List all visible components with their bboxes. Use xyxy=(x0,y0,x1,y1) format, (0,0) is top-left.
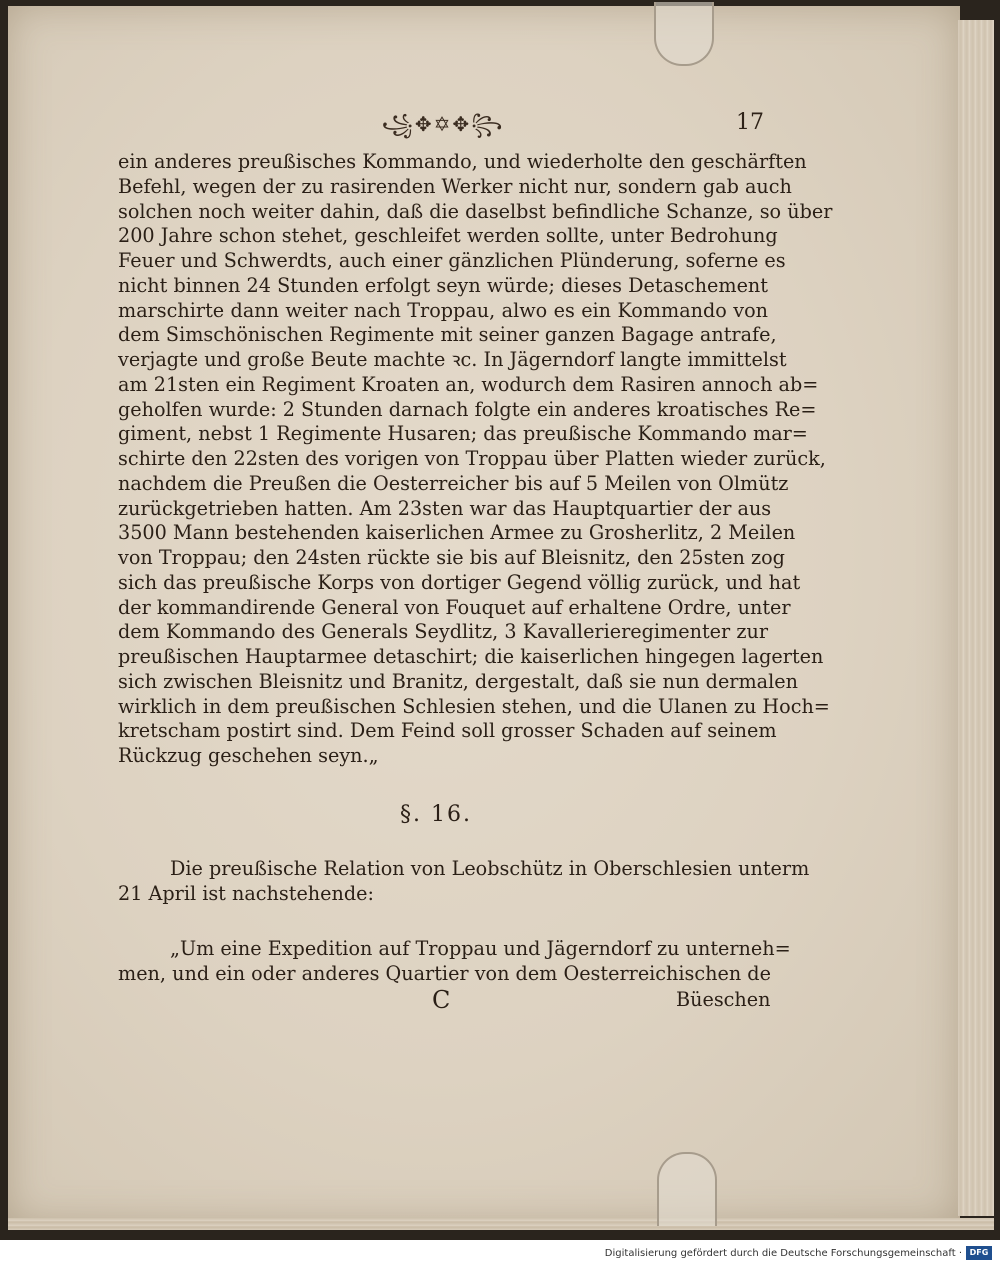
header-ornament: ꧁✥✡✥꧂ xyxy=(381,112,505,136)
text-line: von Troppau; den 24sten rückte sie bis auf Bleisnitz, den 25sten zog xyxy=(118,546,785,569)
text-line: kretscham postirt sind. Dem Feind soll grosser Schaden auf seinem xyxy=(118,719,777,743)
footer-credit: Digitalisierung gefördert durch die Deutsche Forschungsgemeinschaft · xyxy=(604,1248,962,1259)
paragraph-relation-intro xyxy=(118,856,810,906)
text-line: 3500 Mann bestehenden kaiserlichen Armee zu Grosherlitz, 2 Meilen xyxy=(118,521,796,545)
text-line: nachdem die Preußen die Oesterreicher bis auf 5 Meilen von Olmütz xyxy=(118,471,789,495)
text-line: Die preußische Relation von Leobschütz in Oberschlesien unterm xyxy=(170,857,810,880)
page-holder-clip-bottom xyxy=(657,1152,717,1226)
text-line: solchen noch weiter dahin, daß die daselbst befindliche Schanze, so über xyxy=(118,199,833,223)
page-number: 17 xyxy=(736,110,764,135)
text-line: am 21sten ein Regiment Kroaten an, wodurch dem Rasiren annoch ab= xyxy=(118,372,819,396)
text-line: geholfen wurde: 2 Stunden darnach folgte ein anderes kroatisches Re= xyxy=(118,397,817,421)
text-line: nicht binnen 24 Stunden erfolgt seyn würde; dieses Detaschement xyxy=(118,273,768,297)
text-line: wirklich in dem preußischen Schlesien stehen, und die Ulanen zu Hoch= xyxy=(118,694,830,718)
text-line: 21 April ist nachstehende: xyxy=(118,881,374,905)
text-line: men, und ein oder anderes Quartier von dem Oesterreichischen de xyxy=(118,961,771,985)
text-line: verjagte und große Beute machte ꝛc. In Jägerndorf langte immittelst xyxy=(118,348,787,371)
page-bottom-edge xyxy=(8,1218,994,1230)
text-line: 200 Jahre schon stehet, geschleifet werden sollte, unter Bedrohung xyxy=(118,224,778,248)
text-line: Befehl, wegen der zu rasirenden Werker nicht nur, sondern gab auch xyxy=(118,174,792,198)
page-edges xyxy=(958,20,994,1216)
text-line: giment, nebst 1 Regimente Husaren; das preußische Kommando mar= xyxy=(118,422,808,446)
text-line: Feuer und Schwerdts, auch einer gänzlichen Plünderung, soferne es xyxy=(118,249,786,272)
body-text xyxy=(118,150,833,769)
section-heading: §. 16. xyxy=(400,802,472,827)
catchword: Büeschen xyxy=(676,988,771,1011)
text-line: sich zwischen Bleisnitz und Branitz, dergestalt, daß sie nun dermalen xyxy=(118,669,798,693)
paragraph-quote xyxy=(118,936,791,986)
signature-mark: C xyxy=(432,986,451,1014)
text-line: der kommandirende General von Fouquet auf erhaltene Ordre, unter xyxy=(118,595,791,619)
text-line: Rückzug geschehen seyn.„ xyxy=(118,744,379,767)
text-line: preußischen Hauptarmee detaschirt; die kaiserlichen hingegen lagerten xyxy=(118,645,824,668)
text-line: schirte den 22sten des vorigen von Troppau über Platten wieder zurück, xyxy=(118,447,826,470)
dfg-logo: DFG xyxy=(966,1246,992,1260)
text-line: dem Simschönischen Regimente mit seiner ganzen Bagage antrafe, xyxy=(118,323,777,347)
text-line: ein anderes preußisches Kommando, und wiederholte den geschärften xyxy=(118,150,807,173)
text-line: dem Kommando des Generals Seydlitz, 3 Kavallerieregimenter zur xyxy=(118,620,768,644)
text-line: „Um eine Expedition auf Troppau und Jägerndorf zu unterneh= xyxy=(170,937,791,960)
page-holder-clip-top xyxy=(654,2,714,66)
text-line: zurückgetrieben hatten. Am 23sten war das Hauptquartier der aus xyxy=(118,496,772,520)
text-line: sich das preußische Korps von dortiger Gegend völlig zurück, und hat xyxy=(118,570,801,594)
text-line: marschirte dann weiter nach Troppau, alwo es ein Kommando von xyxy=(118,298,768,322)
